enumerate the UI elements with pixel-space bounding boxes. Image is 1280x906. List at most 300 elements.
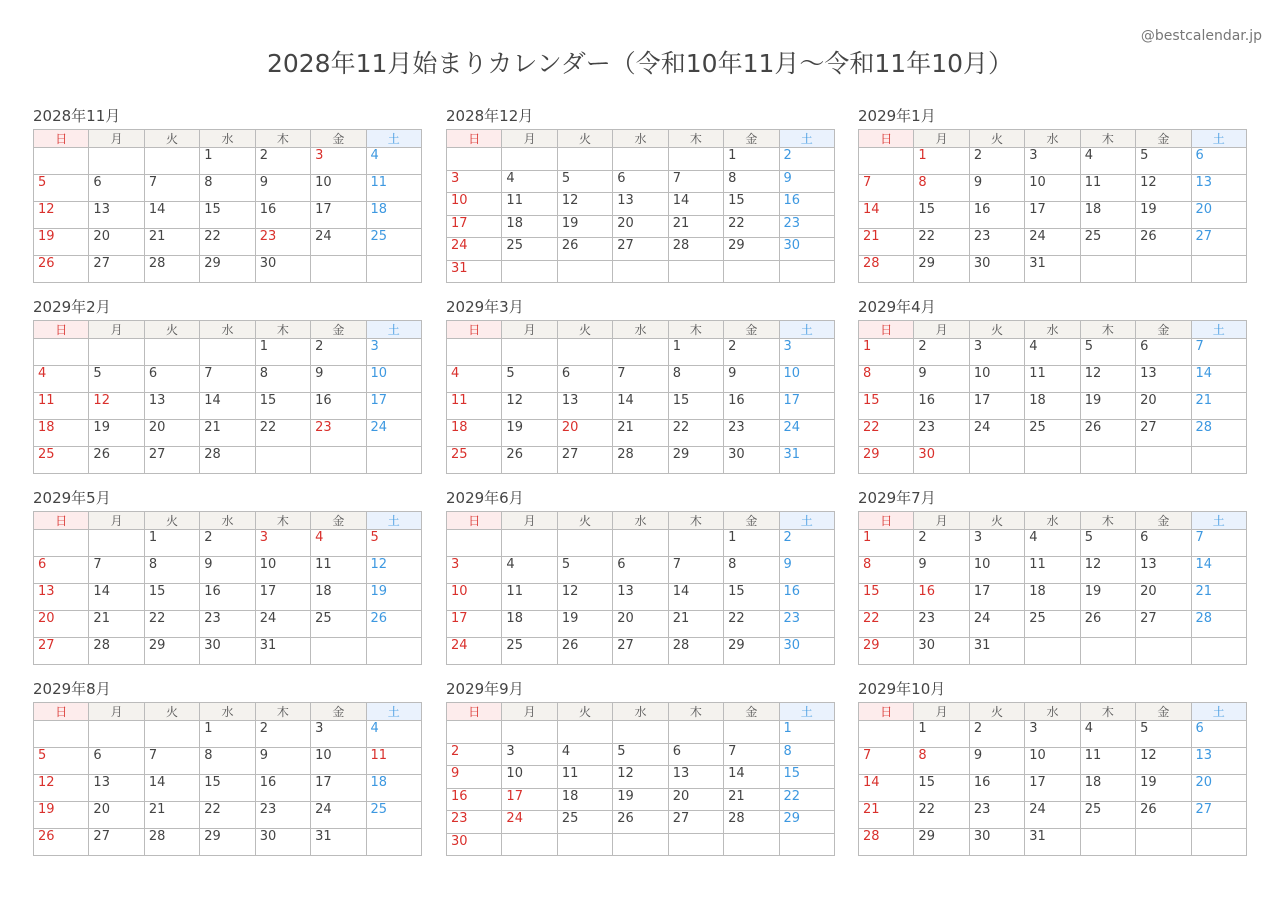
day-cell: 4: [366, 721, 421, 748]
day-cell: 6: [89, 175, 144, 202]
day-cell: 28: [859, 829, 914, 856]
day-cell: 20: [668, 788, 723, 811]
day-cell: 30: [914, 638, 969, 665]
day-cell: 4: [557, 743, 612, 766]
day-cell: 6: [557, 366, 612, 393]
day-cell: 22: [200, 229, 255, 256]
day-cell: [613, 148, 668, 171]
weekday-header: 日: [859, 130, 914, 148]
weekday-header: 金: [724, 512, 779, 530]
day-cell: 8: [914, 748, 969, 775]
day-cell: 26: [613, 811, 668, 834]
day-cell: 27: [1136, 611, 1191, 638]
day-cell: 4: [502, 557, 557, 584]
day-cell: 5: [1136, 148, 1191, 175]
day-cell: 23: [255, 229, 310, 256]
day-cell: 1: [779, 721, 834, 744]
month-grid: [858, 129, 1247, 283]
month-grid: [446, 320, 835, 474]
day-cell: 19: [1080, 393, 1135, 420]
day-cell: 21: [859, 802, 914, 829]
day-cell: 20: [613, 215, 668, 238]
day-cell: 6: [144, 366, 199, 393]
day-cell: 21: [144, 802, 199, 829]
day-cell: 3: [1025, 148, 1080, 175]
day-cell: 16: [779, 584, 834, 611]
day-cell: 29: [859, 447, 914, 474]
day-cell: 15: [144, 584, 199, 611]
day-cell: 24: [969, 611, 1024, 638]
day-cell: 8: [724, 170, 779, 193]
day-cell: 17: [969, 393, 1024, 420]
day-cell: 11: [1025, 366, 1080, 393]
day-cell: 8: [724, 557, 779, 584]
day-cell: [1191, 638, 1246, 665]
day-cell: 18: [1025, 393, 1080, 420]
day-cell: [447, 148, 502, 171]
day-cell: 12: [1136, 175, 1191, 202]
day-cell: 22: [779, 788, 834, 811]
day-cell: 23: [969, 229, 1024, 256]
day-cell: 27: [1191, 229, 1246, 256]
day-cell: 12: [1136, 748, 1191, 775]
day-cell: 14: [724, 766, 779, 789]
day-cell: 5: [1080, 530, 1135, 557]
day-cell: 22: [200, 802, 255, 829]
day-cell: 10: [366, 366, 421, 393]
day-cell: [1191, 447, 1246, 474]
day-cell: 24: [779, 420, 834, 447]
day-cell: 13: [144, 393, 199, 420]
day-cell: 30: [255, 256, 310, 283]
day-cell: 3: [969, 530, 1024, 557]
weekday-header: 水: [200, 703, 255, 721]
day-cell: 21: [668, 215, 723, 238]
day-cell: 12: [557, 193, 612, 216]
month-calendar: [858, 297, 1247, 474]
day-cell: 12: [613, 766, 668, 789]
day-cell: 26: [1080, 420, 1135, 447]
day-cell: 21: [613, 420, 668, 447]
day-cell: 22: [144, 611, 199, 638]
day-cell: 12: [34, 202, 89, 229]
day-cell: [34, 530, 89, 557]
day-cell: 6: [89, 748, 144, 775]
day-cell: 31: [311, 829, 366, 856]
day-cell: 7: [859, 175, 914, 202]
day-cell: [1136, 638, 1191, 665]
day-cell: 21: [200, 420, 255, 447]
day-cell: 30: [200, 638, 255, 665]
day-cell: 23: [447, 811, 502, 834]
day-cell: 27: [1136, 420, 1191, 447]
month-title: 2029年10月: [858, 680, 946, 698]
day-cell: 2: [724, 339, 779, 366]
weekday-header: 月: [89, 130, 144, 148]
day-cell: 5: [557, 170, 612, 193]
day-cell: [366, 829, 421, 856]
day-cell: 9: [914, 366, 969, 393]
day-cell: 14: [668, 193, 723, 216]
weekday-header: 火: [969, 512, 1024, 530]
day-cell: 1: [668, 339, 723, 366]
day-cell: 23: [779, 215, 834, 238]
day-cell: [255, 447, 310, 474]
day-cell: 11: [557, 766, 612, 789]
day-cell: 3: [779, 339, 834, 366]
day-cell: 13: [1191, 175, 1246, 202]
day-cell: 21: [144, 229, 199, 256]
day-cell: 19: [366, 584, 421, 611]
day-cell: [447, 721, 502, 744]
day-cell: 25: [1025, 611, 1080, 638]
day-cell: 11: [502, 584, 557, 611]
day-cell: 14: [89, 584, 144, 611]
day-cell: 27: [89, 829, 144, 856]
day-cell: 6: [613, 170, 668, 193]
weekday-header: 月: [914, 321, 969, 339]
weekday-header: 木: [1080, 703, 1135, 721]
day-cell: 27: [557, 447, 612, 474]
day-cell: 2: [779, 148, 834, 171]
month-grid: [446, 702, 835, 856]
day-cell: 31: [447, 260, 502, 283]
day-cell: 24: [311, 802, 366, 829]
day-cell: 18: [557, 788, 612, 811]
day-cell: 24: [255, 611, 310, 638]
day-cell: 24: [1025, 229, 1080, 256]
day-cell: 17: [1025, 202, 1080, 229]
weekday-header: 月: [89, 321, 144, 339]
day-cell: 9: [914, 557, 969, 584]
day-cell: [557, 148, 612, 171]
day-cell: 26: [557, 638, 612, 665]
weekday-header: 水: [1025, 703, 1080, 721]
month-calendar: [33, 297, 422, 474]
day-cell: 30: [779, 638, 834, 665]
weekday-header: 土: [1191, 512, 1246, 530]
day-cell: 11: [311, 557, 366, 584]
day-cell: [366, 256, 421, 283]
day-cell: 26: [557, 238, 612, 261]
day-cell: 5: [366, 530, 421, 557]
day-cell: 20: [1191, 202, 1246, 229]
day-cell: 13: [34, 584, 89, 611]
day-cell: 8: [779, 743, 834, 766]
day-cell: 8: [859, 557, 914, 584]
day-cell: 8: [255, 366, 310, 393]
weekday-header: 木: [668, 130, 723, 148]
weekday-header: 日: [447, 512, 502, 530]
day-cell: 29: [200, 829, 255, 856]
month-grid: [33, 511, 422, 665]
day-cell: 26: [1080, 611, 1135, 638]
day-cell: 7: [144, 748, 199, 775]
day-cell: 4: [1025, 530, 1080, 557]
day-cell: [724, 260, 779, 283]
day-cell: [311, 447, 366, 474]
day-cell: 4: [447, 366, 502, 393]
day-cell: 21: [1191, 584, 1246, 611]
day-cell: 4: [1025, 339, 1080, 366]
day-cell: 23: [914, 611, 969, 638]
day-cell: 18: [1080, 202, 1135, 229]
weekday-header: 土: [366, 512, 421, 530]
day-cell: 15: [779, 766, 834, 789]
day-cell: 26: [1136, 802, 1191, 829]
day-cell: [200, 339, 255, 366]
day-cell: 20: [89, 802, 144, 829]
day-cell: 2: [255, 148, 310, 175]
day-cell: 21: [89, 611, 144, 638]
month-calendar: [446, 679, 835, 856]
weekday-header: 土: [366, 321, 421, 339]
day-cell: 26: [502, 447, 557, 474]
month-title: 2029年7月: [858, 489, 936, 507]
weekday-header: 月: [502, 512, 557, 530]
day-cell: 28: [89, 638, 144, 665]
day-cell: [1191, 256, 1246, 283]
day-cell: 4: [311, 530, 366, 557]
day-cell: 28: [859, 256, 914, 283]
day-cell: 25: [366, 802, 421, 829]
day-cell: 2: [969, 721, 1024, 748]
day-cell: [366, 638, 421, 665]
day-cell: 12: [557, 584, 612, 611]
day-cell: 17: [502, 788, 557, 811]
day-cell: 29: [914, 829, 969, 856]
month-grid: [33, 129, 422, 283]
day-cell: 10: [1025, 748, 1080, 775]
weekday-header: 火: [144, 130, 199, 148]
day-cell: 10: [502, 766, 557, 789]
month-grid: [858, 511, 1247, 665]
day-cell: 12: [1080, 557, 1135, 584]
day-cell: 11: [1080, 175, 1135, 202]
day-cell: [502, 530, 557, 557]
day-cell: 10: [447, 193, 502, 216]
day-cell: 17: [311, 202, 366, 229]
day-cell: 8: [668, 366, 723, 393]
day-cell: 15: [859, 393, 914, 420]
day-cell: 10: [969, 557, 1024, 584]
weekday-header: 火: [969, 321, 1024, 339]
weekday-header: 月: [914, 703, 969, 721]
day-cell: 8: [200, 748, 255, 775]
month-title: 2029年1月: [858, 107, 936, 125]
weekday-header: 土: [1191, 321, 1246, 339]
day-cell: 15: [200, 202, 255, 229]
weekday-header: 木: [668, 321, 723, 339]
day-cell: 23: [969, 802, 1024, 829]
day-cell: 14: [200, 393, 255, 420]
day-cell: 18: [502, 215, 557, 238]
day-cell: 1: [859, 530, 914, 557]
day-cell: 28: [724, 811, 779, 834]
day-cell: 10: [969, 366, 1024, 393]
weekday-header: 水: [1025, 321, 1080, 339]
day-cell: [34, 339, 89, 366]
weekday-header: 木: [255, 130, 310, 148]
day-cell: [34, 721, 89, 748]
day-cell: 27: [89, 256, 144, 283]
day-cell: 24: [969, 420, 1024, 447]
weekday-header: 水: [1025, 130, 1080, 148]
weekday-header: 火: [557, 703, 612, 721]
day-cell: 22: [668, 420, 723, 447]
day-cell: 18: [447, 420, 502, 447]
day-cell: [1025, 447, 1080, 474]
month-grid: [858, 320, 1247, 474]
day-cell: 27: [34, 638, 89, 665]
day-cell: 31: [1025, 256, 1080, 283]
day-cell: 2: [779, 530, 834, 557]
day-cell: 17: [447, 611, 502, 638]
day-cell: [34, 148, 89, 175]
day-cell: 5: [34, 175, 89, 202]
month-calendar: [858, 679, 1247, 856]
day-cell: 17: [366, 393, 421, 420]
day-cell: [724, 721, 779, 744]
page-title: 2028年11月始まりカレンダー（令和10年11月〜令和11年10月）: [266, 49, 1014, 78]
day-cell: 2: [969, 148, 1024, 175]
day-cell: 5: [502, 366, 557, 393]
day-cell: 30: [724, 447, 779, 474]
month-grid: [446, 129, 835, 283]
month-calendar: [446, 297, 835, 474]
day-cell: 17: [311, 775, 366, 802]
day-cell: 3: [311, 148, 366, 175]
day-cell: 16: [200, 584, 255, 611]
day-cell: 5: [1136, 721, 1191, 748]
weekday-header: 土: [779, 321, 834, 339]
day-cell: [144, 721, 199, 748]
day-cell: [859, 721, 914, 748]
day-cell: 23: [311, 420, 366, 447]
weekday-header: 金: [724, 321, 779, 339]
day-cell: [779, 833, 834, 856]
day-cell: [668, 833, 723, 856]
day-cell: 15: [859, 584, 914, 611]
weekday-header: 土: [779, 512, 834, 530]
day-cell: 30: [255, 829, 310, 856]
day-cell: 27: [613, 238, 668, 261]
day-cell: 7: [613, 366, 668, 393]
day-cell: 5: [1080, 339, 1135, 366]
day-cell: 16: [447, 788, 502, 811]
day-cell: 10: [779, 366, 834, 393]
day-cell: 13: [1136, 557, 1191, 584]
day-cell: 24: [447, 638, 502, 665]
month-calendar: [858, 106, 1247, 283]
day-cell: 2: [914, 339, 969, 366]
day-cell: 31: [1025, 829, 1080, 856]
day-cell: 23: [255, 802, 310, 829]
day-cell: 16: [724, 393, 779, 420]
month-calendar: [33, 106, 422, 283]
day-cell: 16: [914, 584, 969, 611]
weekday-header: 月: [89, 512, 144, 530]
day-cell: [668, 721, 723, 744]
day-cell: 29: [668, 447, 723, 474]
day-cell: 27: [613, 638, 668, 665]
day-cell: 19: [502, 420, 557, 447]
day-cell: 2: [914, 530, 969, 557]
day-cell: [613, 339, 668, 366]
day-cell: 1: [724, 148, 779, 171]
weekday-header: 金: [311, 321, 366, 339]
day-cell: 20: [1191, 775, 1246, 802]
weekday-header: 火: [969, 130, 1024, 148]
day-cell: 15: [914, 202, 969, 229]
day-cell: 6: [613, 557, 668, 584]
day-cell: 24: [366, 420, 421, 447]
day-cell: 17: [447, 215, 502, 238]
day-cell: [557, 339, 612, 366]
day-cell: 24: [311, 229, 366, 256]
month-grid: [33, 320, 422, 474]
weekday-header: 火: [144, 321, 199, 339]
month-calendar: [33, 679, 422, 856]
day-cell: 4: [34, 366, 89, 393]
day-cell: 28: [668, 238, 723, 261]
day-cell: 8: [859, 366, 914, 393]
day-cell: 28: [668, 638, 723, 665]
day-cell: 16: [969, 775, 1024, 802]
day-cell: 1: [200, 148, 255, 175]
day-cell: 3: [366, 339, 421, 366]
day-cell: 13: [668, 766, 723, 789]
day-cell: 15: [200, 775, 255, 802]
month-grid: [33, 702, 422, 856]
day-cell: 11: [34, 393, 89, 420]
day-cell: 6: [668, 743, 723, 766]
day-cell: 27: [668, 811, 723, 834]
day-cell: 17: [779, 393, 834, 420]
weekday-header: 金: [724, 130, 779, 148]
day-cell: 13: [1136, 366, 1191, 393]
month-title: 2029年6月: [446, 489, 524, 507]
day-cell: [557, 721, 612, 744]
day-cell: 29: [859, 638, 914, 665]
day-cell: 20: [144, 420, 199, 447]
weekday-header: 日: [859, 512, 914, 530]
day-cell: 1: [724, 530, 779, 557]
day-cell: [1080, 829, 1135, 856]
day-cell: 11: [447, 393, 502, 420]
day-cell: [557, 260, 612, 283]
month-title: 2029年8月: [33, 680, 111, 698]
day-cell: 22: [914, 802, 969, 829]
day-cell: [668, 148, 723, 171]
day-cell: 3: [447, 170, 502, 193]
day-cell: 25: [557, 811, 612, 834]
day-cell: 6: [1136, 530, 1191, 557]
day-cell: [89, 339, 144, 366]
day-cell: 11: [366, 175, 421, 202]
day-cell: 23: [200, 611, 255, 638]
day-cell: [447, 530, 502, 557]
day-cell: 28: [1191, 611, 1246, 638]
day-cell: [1080, 638, 1135, 665]
day-cell: 28: [1191, 420, 1246, 447]
day-cell: 6: [1191, 721, 1246, 748]
weekday-header: 木: [668, 703, 723, 721]
day-cell: 19: [557, 611, 612, 638]
day-cell: 27: [144, 447, 199, 474]
day-cell: 22: [859, 611, 914, 638]
weekday-header: 土: [366, 703, 421, 721]
